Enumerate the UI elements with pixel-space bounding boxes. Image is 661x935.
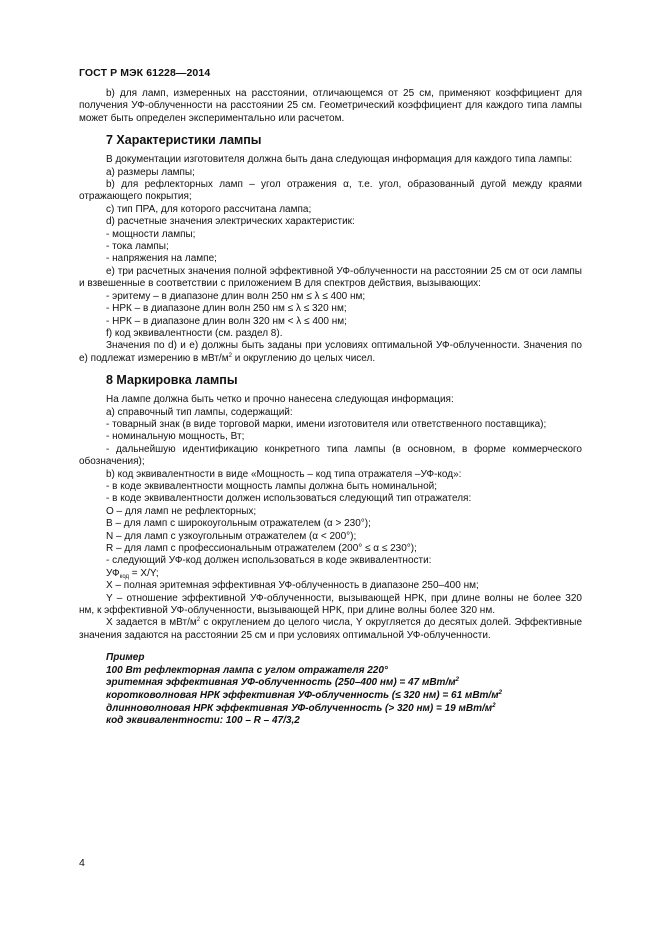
- page-number: 4: [79, 857, 85, 869]
- section-7-item-c: с) тип ПРА, для которого рассчитана лампа;: [106, 203, 312, 215]
- reflector-type-o: О – для ламп не рефлекторных;: [106, 505, 257, 517]
- paragraph-intro-b: b) для ламп, измеренных на расстоянии, отличающемся от 25 см, применяют коэффициент для получения УФ-облученности на расстоянии 25 см. Геометрический коэффициент для каждого типа лампы может быть определен экспериментально или расчетом.: [79, 88, 582, 124]
- example-line-2: эритемная эффективная УФ-облученность (250–400 нм) = 47 мВт/$м^2$: [106, 677, 459, 689]
- example-line-1: 100 Вт рефлекторная лампа с углом отражателя 220°: [106, 664, 388, 676]
- section-7-item-b: b) для рефлекторных ламп – угол отражения α, т.е. угол, образованный дугой между краями отражающего покрытия;: [79, 179, 582, 203]
- section-7-item-d: d) расчетные значения электрических характеристик:: [106, 216, 355, 228]
- section-8-item-a1: - товарный знак (в виде торговой марки, имени изготовителя или ответственного поставщика);: [106, 418, 547, 430]
- reflector-type-b: В – для ламп с широкоугольным отражателем (α > 230°);: [106, 518, 371, 530]
- section-7-item-d3: - напряжения на лампе;: [106, 253, 217, 265]
- example-line-3: коротковолновая НРК эффективная УФ-облученность (≤ 320 нм) = 61 мВт/$м^2$: [106, 690, 502, 702]
- section-7-intro: В документации изготовителя должна быть дана следующая информация для каждого типа лампы:: [106, 154, 573, 166]
- section-7-note: Значения по d) и е) должны быть заданы при условиях оптимальной УФ-облученности. Значения по е) подлежат измерению в мВт/$м^2$ и округлению до целых чисел.: [79, 340, 582, 364]
- section-7-item-d1: - мощности лампы;: [106, 228, 196, 240]
- section-8-item-b: b) код эквивалентности в виде «Мощность – код типа отражателя –УФ-код»:: [106, 468, 462, 480]
- section-8-title: 8 Маркировка лампы: [106, 373, 238, 388]
- uv-code-formula: $УФ_{код} = X/Y$;: [106, 567, 159, 580]
- uv-code-x: X – полная эритемная эффективная УФ-облученность в диапазоне 250–400 нм;: [106, 580, 479, 592]
- section-7-title: 7 Характеристики лампы: [106, 133, 262, 148]
- section-7-item-e1: - эритему – в диапазоне длин волн 250 нм ≤ λ ≤ 400 нм;: [106, 290, 366, 302]
- section-7-item-e: е) три расчетных значения полной эффективной УФ-облученности на расстоянии 25 см от оси лампы и взвешенные в соответствии с приложением В для спектров действия, вызывающих:: [79, 265, 582, 290]
- example-line-4: длинноволновая НРК эффективная УФ-облученность (> 320 нм) = 19 мВт/$м^2$: [106, 702, 496, 714]
- section-8-item-a2: - номинальную мощность, Вт;: [106, 431, 245, 443]
- section-8-item-b1: - в коде эквивалентности мощность лампы должна быть номинальной;: [106, 480, 438, 492]
- reflector-type-r: R – для ламп с профессиональным отражателем (200° ≤ α ≤ 230°);: [106, 543, 417, 554]
- section-8-item-a: а) справочный тип лампы, содержащий:: [106, 406, 293, 418]
- uv-code-note: X задается в мВт/$м^2$ с округлением до целого числа, Y округляется до десятых долей. Эффективные значения задаются на расстоянии 25 см и при условиях оптимальной УФ-облученности.: [79, 617, 583, 641]
- example-line-5: код эквивалентности: 100 – R – 47/3,2: [106, 715, 300, 727]
- document-body: [79, 88, 582, 728]
- section-7-item-d2: - тока лампы;: [106, 241, 169, 253]
- document-header: ГОСТ Р МЭК 61228—2014: [79, 67, 211, 79]
- section-7-item-e3: - НРК – в диапазоне длин волн 320 нм < λ ≤ 400 нм;: [106, 315, 347, 327]
- example-label: Пример: [106, 652, 145, 664]
- section-8-intro: На лампе должна быть четко и прочно нанесена следующая информация:: [106, 394, 454, 406]
- section-8-item-b2: - в коде эквивалентности должен использоваться следующий тип отражателя:: [106, 493, 472, 505]
- example-block: [79, 652, 582, 728]
- uv-code-y: Y – отношение эффективной УФ-облученности, вызывающей НРК, при длине волны не более 320 нм, к эффективной УФ-облученности, вызывающей НРК, при длине волны более 320 нм.: [79, 592, 582, 617]
- section-7-item-a: а) размеры лампы;: [106, 166, 195, 178]
- reflector-type-n: N – для ламп с узкоугольным отражателем (α < 200°);: [106, 530, 357, 542]
- section-8-item-b3: - следующий УФ-код должен использоваться в коде эквивалентности:: [106, 555, 432, 567]
- section-7-item-e2: - НРК – в диапазоне длин волн 250 нм ≤ λ ≤ 320 нм;: [106, 303, 347, 315]
- section-7-item-f: f) код эквивалентности (см. раздел 8).: [106, 327, 283, 339]
- section-8-item-a3: - дальнейшую идентификацию конкретного типа лампы (в основном, в форме коммерческого обозначения);: [79, 443, 582, 468]
